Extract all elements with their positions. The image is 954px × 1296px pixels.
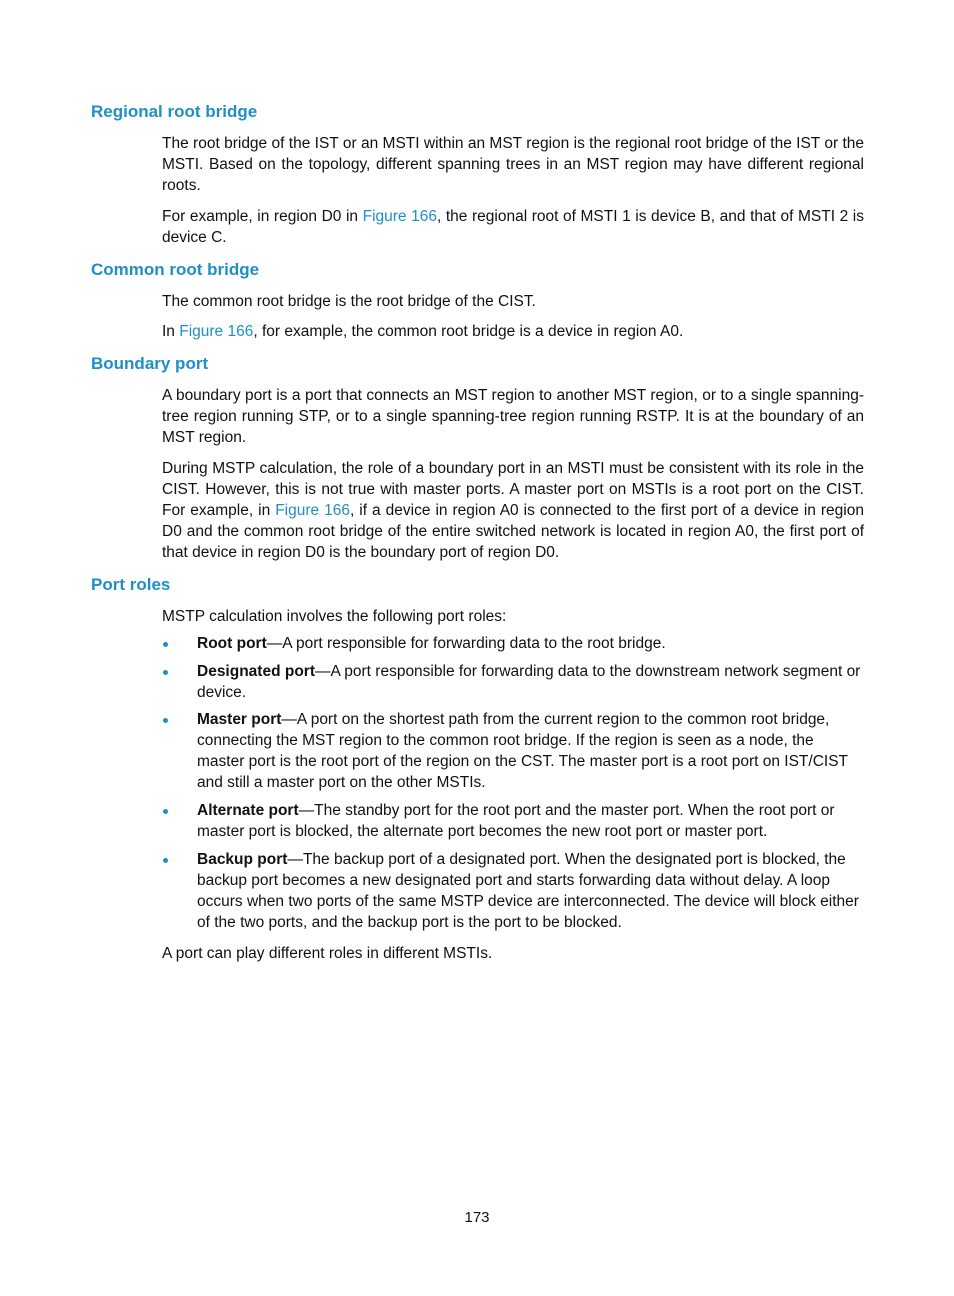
page-number: 173 [464, 1209, 490, 1226]
list-item-root-port [197, 633, 864, 654]
paragraph-common-2 [162, 321, 864, 342]
bullet-icon [163, 642, 168, 647]
term-description: —A port responsible for forwarding data to the root bridge. [266, 635, 666, 652]
bullet-icon [163, 858, 168, 863]
heading-regional-root-bridge: Regional root bridge [91, 102, 258, 121]
paragraph-regional-1: The root bridge of the IST or an MSTI within an MST region is the regional root bridge of the IST or the MSTI. Based on the topology, different spanning trees in an MST region may have different regional roots. [162, 135, 864, 194]
term-description: —The standby port for the root port and the master port. When the root port or master port is blocked, the alternate port becomes the new root port or master port. [197, 802, 835, 840]
list-item-master-port [197, 709, 864, 793]
text-fragment: In [162, 323, 180, 340]
term-description: —A port responsible for forwarding data to the downstream network segment or device. [197, 663, 861, 701]
paragraph-common-1: The common root bridge is the root bridge of the CIST. [162, 293, 536, 310]
figure-166-link[interactable]: Figure 166 [179, 323, 254, 340]
heading-port-roles: Port roles [91, 575, 171, 594]
paragraph-boundary-2 [162, 458, 864, 563]
figure-166-link[interactable]: Figure 166 [275, 502, 350, 519]
term-alternate-port: Alternate port [197, 802, 299, 819]
figure-166-link[interactable]: Figure 166 [362, 208, 437, 225]
text-fragment: , the regional root of MSTI 1 is device B, and that of MSTI 2 is device C. [162, 208, 864, 246]
text-fragment: For example, in region D0 in [162, 208, 363, 225]
paragraph-roles-closing: A port can play different roles in different MSTIs. [162, 945, 493, 962]
term-backup-port: Backup port [197, 851, 288, 868]
paragraph-roles-intro: MSTP calculation involves the following port roles: [162, 608, 507, 625]
text-fragment: During MSTP calculation, the role of a boundary port in an MSTI must be consistent with its role in the CIST. However, this is not true with master ports. A master port on MSTIs is a root port on the CIST. For example, in [162, 460, 864, 519]
term-description: —A port on the shortest path from the current region to the common root bridge, connecting the MST region to the common root bridge. If the region is seen as a node, the master port is the root port of the region on the CST. The master port is a root port on IST/CIST and still a master port on the other MSTIs. [197, 711, 848, 791]
bullet-icon [163, 718, 168, 723]
text-fragment: , for example, the common root bridge is a device in region A0. [253, 323, 684, 340]
heading-common-root-bridge: Common root bridge [91, 260, 260, 279]
term-designated-port: Designated port [197, 663, 315, 680]
list-item-backup-port [197, 849, 864, 933]
heading-boundary-port: Boundary port [91, 354, 209, 373]
list-item-designated-port [197, 661, 864, 703]
bullet-icon [163, 670, 168, 675]
paragraph-boundary-1: A boundary port is a port that connects an MST region to another MST region, or to a single spanning-tree region running STP, or to a single spanning-tree region running RSTP. It is at the boundary of an MST region. [162, 387, 864, 446]
bullet-icon [163, 809, 168, 814]
text-fragment: , if a device in region A0 is connected to the first port of a device in region D0 and the common root bridge of the entire switched network is located in region A0, the first port of that device in region D0 is the boundary port of region D0. [162, 502, 864, 561]
paragraph-regional-2 [162, 206, 864, 248]
term-description: —The backup port of a designated port. When the designated port is blocked, the backup port becomes a new designated port and starts forwarding data without delay. A loop occurs when two ports of the same MSTP device are interconnected. The device will block either of the two ports, and the backup port is the port to be blocked. [197, 851, 859, 931]
term-root-port: Root port [197, 635, 267, 652]
list-item-alternate-port [197, 800, 864, 842]
term-master-port: Master port [197, 711, 282, 728]
